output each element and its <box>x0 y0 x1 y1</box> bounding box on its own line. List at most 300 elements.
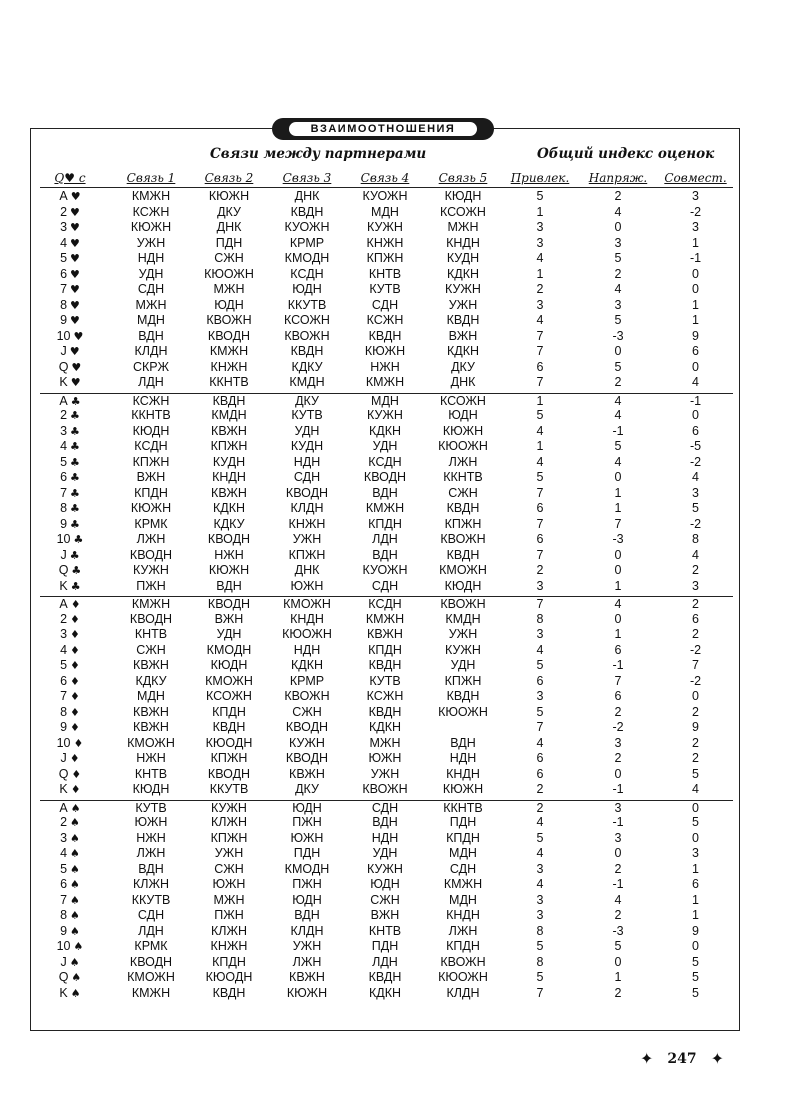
link-cell-4: ВДН <box>372 815 398 829</box>
link-cell-5: МДН <box>449 892 477 907</box>
link-cell-4: КУОЖН <box>362 563 408 577</box>
card-suit-icon: ♣ <box>73 533 84 546</box>
link-cell-2: КМДН <box>211 408 247 422</box>
card-suit-icon: ♠ <box>70 816 80 829</box>
table-row <box>40 782 733 798</box>
table-row <box>40 893 733 909</box>
link-cell-2: КВОДН <box>207 597 251 611</box>
link-cell-1: КРМК <box>134 939 168 953</box>
tension-cell: 7 <box>614 673 622 688</box>
link-cell-2: КСОЖН <box>206 689 252 703</box>
link-cell-4: КВОДН <box>363 470 407 484</box>
compatibility-cell: 6 <box>692 611 699 626</box>
card-suit-icon: ♣ <box>69 548 80 562</box>
card-cell <box>40 736 100 750</box>
card-suit-icon: ♠ <box>70 924 80 938</box>
card-rank: A <box>59 800 68 815</box>
tension-cell: 4 <box>614 408 622 422</box>
table-row <box>40 627 733 643</box>
table-row <box>40 939 733 955</box>
card-suit-icon: ♣ <box>70 579 81 593</box>
card-rank: 4 <box>60 439 68 453</box>
card-cell <box>40 189 100 203</box>
link-cell-3: КЮЖН <box>286 985 328 1000</box>
link-cell-5: МЖН <box>447 220 479 234</box>
link-cell-3: КВДН <box>290 344 324 358</box>
link-cell-4: СЖН <box>370 892 400 907</box>
link-cell-2: КМЖН <box>209 344 249 358</box>
link-cell-4: УДН <box>372 846 398 860</box>
link-cell-2: ПЖН <box>214 908 244 922</box>
link-cell-2: КПЖН <box>210 751 248 765</box>
card-rank: Q <box>58 766 69 781</box>
card-rank: 10 <box>56 735 71 750</box>
card-rank: A <box>59 597 68 611</box>
tension-cell: 0 <box>614 344 622 358</box>
card-rank: 7 <box>60 892 68 907</box>
link-cell-5: ВДН <box>450 735 476 750</box>
link-cell-2: КПЖН <box>210 439 248 453</box>
card-rank: Q <box>58 970 69 984</box>
tension-cell: 0 <box>614 563 622 577</box>
card-suit-icon: ♥ <box>70 221 80 234</box>
card-rank: 8 <box>60 704 68 719</box>
link-cell-1: КСЖН <box>132 204 170 219</box>
attraction-cell: 4 <box>536 877 544 891</box>
attraction-cell: 4 <box>536 251 544 265</box>
link-cell-4: СДН <box>371 800 399 815</box>
link-cell-2: КЛЖН <box>210 815 248 829</box>
link-cell-3: КНЖН <box>288 516 326 531</box>
table-row <box>40 298 733 314</box>
link-cell-2: КЮЖН <box>208 563 250 577</box>
compatibility-cell: 2 <box>692 597 699 611</box>
card-cell <box>40 375 100 389</box>
link-cell-5: КМОЖН <box>439 563 487 577</box>
attraction-cell: 2 <box>536 282 544 296</box>
table-row <box>40 970 733 986</box>
attraction-cell: 3 <box>536 908 544 922</box>
compatibility-cell: 9 <box>692 720 699 734</box>
tension-cell: 7 <box>614 516 622 531</box>
link-cell-2: КЮОЖН <box>204 266 254 281</box>
attraction-cell: 7 <box>536 344 544 358</box>
attraction-cell: 6 <box>536 751 544 765</box>
link-cell-5: КУДН <box>446 251 480 265</box>
link-cell-3: ДКУ <box>295 393 319 408</box>
card-suit-icon: ♦ <box>70 705 80 719</box>
link-cell-1: НДН <box>137 251 165 265</box>
table-row <box>40 532 733 548</box>
link-cell-1: КУТВ <box>135 800 167 815</box>
tension-cell: 3 <box>614 800 622 815</box>
card-cell <box>40 674 100 688</box>
card-suit-icon: ♠ <box>70 893 80 907</box>
tension-cell: 2 <box>614 985 622 1000</box>
attraction-cell: 2 <box>536 782 544 796</box>
card-rank: 6 <box>60 877 68 891</box>
attraction-cell: 6 <box>536 359 544 374</box>
link-cell-2: ДКУ <box>217 204 241 219</box>
table-row <box>40 767 733 783</box>
link-cell-5: КДКН <box>446 266 480 281</box>
card-suit-icon: ♠ <box>71 971 82 984</box>
link-cell-3: КВЖН <box>289 970 325 984</box>
tension-cell: 2 <box>614 266 622 281</box>
table-row <box>40 815 733 831</box>
attraction-cell: 5 <box>536 470 544 484</box>
card-suit-icon: ♠ <box>70 909 80 922</box>
link-cell-3: КЛДН <box>290 501 324 515</box>
card-suit-icon: ♥ <box>70 283 80 296</box>
card-suit-icon: ♥ <box>70 314 80 327</box>
attraction-cell: 3 <box>536 578 544 593</box>
card-rank: Q <box>58 563 69 577</box>
link-cell-1: КЛЖН <box>132 877 170 891</box>
link-cell-2: КЮЖН <box>208 189 250 203</box>
table-row <box>40 831 733 847</box>
link-cell-3: КУТВ <box>291 408 323 422</box>
link-cell-5: КЮЖН <box>442 423 484 438</box>
link-cell-1: КНТВ <box>134 627 168 641</box>
card-suit-icon: ♥ <box>69 345 80 358</box>
card-rank: 5 <box>60 251 68 265</box>
card-rank: 6 <box>60 673 68 688</box>
link-cell-1: УДН <box>138 266 164 281</box>
table-row <box>40 517 733 533</box>
link-cell-4: ЮЖН <box>368 751 402 765</box>
card-cell <box>40 815 100 829</box>
compatibility-cell: 3 <box>692 485 699 500</box>
compatibility-cell: -1 <box>689 393 702 408</box>
card-cell <box>40 924 100 938</box>
compatibility-cell: 6 <box>692 344 699 358</box>
link-cell-2: КВОДН <box>207 766 251 781</box>
compatibility-cell: 8 <box>692 532 699 546</box>
card-rank: 2 <box>60 815 68 829</box>
card-cell <box>40 424 100 438</box>
link-cell-4: КМЖН <box>365 375 405 389</box>
header-link-2: Связь 2 <box>204 171 254 185</box>
compatibility-cell: 3 <box>692 578 699 593</box>
card-suit-icon: ♣ <box>70 409 80 422</box>
tension-cell: 0 <box>614 846 622 860</box>
table-row <box>40 736 733 752</box>
attraction-cell: 7 <box>536 597 544 611</box>
link-cell-3: КМОЖН <box>283 597 331 611</box>
card-cell <box>40 705 100 719</box>
card-suit-icon: ♠ <box>73 940 84 953</box>
link-cell-2: КМОДН <box>206 642 252 657</box>
table-row <box>40 393 733 410</box>
card-cell <box>40 970 100 984</box>
link-cell-5: КСОЖН <box>440 204 486 219</box>
link-cell-3: УЖН <box>292 939 322 953</box>
card-rank: 9 <box>60 313 68 327</box>
card-suit-icon: ♦ <box>69 752 80 765</box>
table-row <box>40 189 733 205</box>
card-cell <box>40 877 100 891</box>
compatibility-cell: 1 <box>692 861 699 876</box>
tension-cell: 3 <box>614 735 622 750</box>
link-cell-3: ККУТВ <box>287 297 327 312</box>
link-cell-1: КСДН <box>134 439 168 453</box>
link-cell-3: ЮДН <box>292 892 322 907</box>
link-cell-5: ЛЖН <box>448 923 478 938</box>
card-cell <box>40 689 100 703</box>
link-cell-5: ККНТВ <box>443 800 483 815</box>
ornament-icon: ✦ <box>710 1049 725 1068</box>
link-cell-1: МДН <box>137 689 165 703</box>
link-cell-2: КНЖН <box>210 939 248 953</box>
link-cell-4: КВЖН <box>367 627 403 641</box>
card-cell <box>40 360 100 374</box>
link-cell-5: ДНК <box>450 375 476 389</box>
card-rank: 5 <box>60 658 68 672</box>
link-cell-5: ЛЖН <box>448 454 478 469</box>
link-cell-3: ВДН <box>294 908 320 922</box>
card-cell <box>40 846 100 860</box>
attraction-cell: 5 <box>536 830 544 845</box>
link-cell-1: КВЖН <box>133 658 169 672</box>
card-suit-icon: ♠ <box>69 955 80 969</box>
attraction-cell: 6 <box>536 673 544 688</box>
compatibility-cell: 6 <box>692 423 699 438</box>
table-row <box>40 408 733 424</box>
table-row <box>40 548 733 564</box>
table-row <box>40 986 733 1002</box>
table-row <box>40 924 733 940</box>
card-rank: 2 <box>60 204 68 219</box>
table-row <box>40 470 733 486</box>
tension-cell: 4 <box>614 204 622 219</box>
link-cell-1: КДКУ <box>135 673 167 688</box>
tension-cell: 5 <box>614 939 622 953</box>
card-cell <box>40 908 100 922</box>
tension-cell: 1 <box>614 970 622 984</box>
tension-cell: 5 <box>614 251 622 265</box>
link-cell-3: НДН <box>293 454 321 469</box>
link-cell-2: ВДН <box>216 578 242 593</box>
card-rank: 9 <box>60 516 68 531</box>
header-link-4: Связь 4 <box>360 171 410 185</box>
link-cell-5: КЛДН <box>446 985 480 1000</box>
link-cell-2: КЛЖН <box>210 923 248 938</box>
tension-cell: -3 <box>612 923 624 938</box>
attraction-cell: 5 <box>536 939 544 953</box>
link-cell-4: КСЖН <box>366 313 404 327</box>
attraction-cell: 4 <box>536 313 544 327</box>
card-cell <box>40 236 100 250</box>
link-cell-3: КНДН <box>290 611 324 626</box>
card-cell <box>40 486 100 500</box>
card-suit-icon: ♦ <box>70 659 80 672</box>
card-rank: 6 <box>60 470 68 484</box>
card-rank: 4 <box>60 642 68 657</box>
link-cell-3: КМОДН <box>284 861 330 876</box>
compatibility-cell: -2 <box>689 673 702 688</box>
attraction-cell: 4 <box>536 735 544 750</box>
header-compatibility: Совмест. <box>664 171 727 185</box>
tension-cell: 0 <box>614 954 622 969</box>
link-cell-3: СЖН <box>292 704 322 719</box>
attraction-cell: 2 <box>536 800 544 815</box>
table-row <box>40 800 733 817</box>
link-cell-5: КДКН <box>446 344 480 358</box>
link-cell-2: КЮОДН <box>205 735 253 750</box>
link-cell-1: ККУТВ <box>131 892 171 907</box>
table-row <box>40 360 733 376</box>
link-cell-5: КМЖН <box>443 877 483 891</box>
card-suit-icon: ♣ <box>70 517 80 531</box>
card-suit-icon: ♥ <box>71 360 82 374</box>
link-cell-3: КЛДН <box>290 923 324 938</box>
table-row <box>40 205 733 221</box>
card-cell <box>40 394 100 408</box>
card-rank: K <box>59 782 68 796</box>
link-cell-1: КПДН <box>134 485 168 500</box>
link-cell-5: КНДН <box>446 908 480 922</box>
link-cell-2: ВЖН <box>214 611 244 626</box>
tension-cell: 0 <box>614 766 622 781</box>
link-cell-4: ЛДН <box>372 532 398 546</box>
link-cell-4: МДН <box>371 204 399 219</box>
link-cell-4: КСЖН <box>366 689 404 703</box>
link-cell-5: МДН <box>449 846 477 860</box>
card-suit-icon: ♦ <box>73 736 84 750</box>
card-rank: 5 <box>60 861 68 876</box>
link-cell-1: КВОДН <box>129 611 173 626</box>
link-cell-2: КПДН <box>212 704 246 719</box>
link-cell-4: КМЖН <box>365 611 405 626</box>
link-cell-4: НЖН <box>370 359 400 374</box>
compatibility-cell: 4 <box>692 782 699 796</box>
link-cell-3: КУДН <box>290 439 324 453</box>
link-cell-1: МДН <box>137 313 165 327</box>
compatibility-cell: 6 <box>692 877 699 891</box>
banner-title: ВЗАИМООТНОШЕНИЯ <box>288 121 478 137</box>
link-cell-3: КВДН <box>290 204 324 219</box>
link-cell-2: МЖН <box>213 892 245 907</box>
compatibility-cell: -2 <box>689 454 702 469</box>
tension-cell: 6 <box>614 642 622 657</box>
link-cell-5: СДН <box>449 861 477 876</box>
card-rank: 3 <box>60 627 68 641</box>
attraction-cell: 5 <box>536 970 544 984</box>
table-row <box>40 251 733 267</box>
card-rank: 10 <box>56 532 71 546</box>
table-row <box>40 658 733 674</box>
attraction-cell: 4 <box>536 846 544 860</box>
card-cell <box>40 658 100 672</box>
tension-cell: 3 <box>614 297 622 312</box>
table-row <box>40 329 733 345</box>
card-rank: K <box>59 375 68 389</box>
table-row <box>40 455 733 471</box>
link-cell-4: КНТВ <box>368 923 402 938</box>
link-cell-2: КУДН <box>212 454 246 469</box>
link-cell-4: КНТВ <box>368 266 402 281</box>
link-cell-5: КЮЖН <box>442 782 484 796</box>
link-cell-4: СДН <box>371 297 399 312</box>
card-suit-icon: ♠ <box>70 831 80 845</box>
link-cell-3: ПЖН <box>292 815 322 829</box>
card-suit-icon: ♥ <box>70 190 81 203</box>
link-cell-4: ЮДН <box>370 877 400 891</box>
card-suit-icon: ♦ <box>70 690 80 703</box>
link-cell-4: КУЖН <box>367 220 403 234</box>
tension-cell: -2 <box>612 720 624 734</box>
link-cell-4: КПДН <box>368 642 402 657</box>
tension-cell: 3 <box>614 235 622 250</box>
compatibility-cell: 1 <box>692 892 699 907</box>
table-row <box>40 563 733 579</box>
link-cell-3: ЮЖН <box>290 578 324 593</box>
link-cell-1: КМЖН <box>131 597 171 611</box>
link-cell-2: КВЖН <box>211 423 247 438</box>
link-cell-5: КПЖН <box>444 673 482 688</box>
link-cell-2: НЖН <box>214 547 244 562</box>
tension-cell: 6 <box>614 689 622 703</box>
tension-cell: 4 <box>614 454 622 469</box>
table-row <box>40 862 733 878</box>
compatibility-cell: 2 <box>692 751 699 765</box>
link-cell-2: КУЖН <box>211 800 247 815</box>
attraction-cell: 5 <box>536 408 544 422</box>
compatibility-cell: 2 <box>692 735 699 750</box>
link-cell-5: СЖН <box>448 485 478 500</box>
link-cell-5: КВДН <box>446 689 480 703</box>
card-cell <box>40 627 100 641</box>
card-rank: J <box>60 547 67 562</box>
link-cell-1: ВДН <box>138 861 164 876</box>
link-cell-4: КВДН <box>368 704 402 719</box>
card-suit-icon: ♣ <box>70 455 80 469</box>
table-row <box>40 705 733 721</box>
link-cell-5: КПДН <box>446 939 480 953</box>
link-cell-5: КЮОЖН <box>438 704 488 719</box>
link-cell-1: КУЖН <box>133 563 169 577</box>
tension-cell: 0 <box>614 470 622 484</box>
card-rank: J <box>60 344 67 358</box>
link-cell-5: ККНТВ <box>443 470 483 484</box>
link-cell-1: ЛДН <box>138 375 164 389</box>
compatibility-cell: 1 <box>692 908 699 922</box>
link-cell-4: КДКН <box>368 423 402 438</box>
link-cell-1: ПЖН <box>136 578 166 593</box>
table-row <box>40 689 733 705</box>
link-cell-2: КМОЖН <box>205 673 253 688</box>
card-rank: 4 <box>60 235 68 250</box>
card-rank: 5 <box>60 454 68 469</box>
compatibility-cell: 5 <box>692 766 699 781</box>
link-cell-4: ПДН <box>371 939 399 953</box>
link-cell-1: КЮЖН <box>130 501 172 515</box>
link-cell-4: СДН <box>371 578 399 593</box>
card-cell <box>40 579 100 593</box>
table-row <box>40 501 733 517</box>
link-cell-2: ДНК <box>216 220 242 234</box>
link-cell-1: ККНТВ <box>131 408 171 422</box>
attraction-cell: 7 <box>536 547 544 562</box>
card-rank: Q <box>58 359 69 374</box>
card-suit-icon: ♠ <box>70 847 80 860</box>
tension-cell: 4 <box>614 393 622 408</box>
compatibility-cell: 3 <box>692 846 699 860</box>
card-suit-icon: ♦ <box>70 674 80 688</box>
compatibility-cell: 9 <box>692 923 699 938</box>
link-cell-1: КВЖН <box>133 704 169 719</box>
